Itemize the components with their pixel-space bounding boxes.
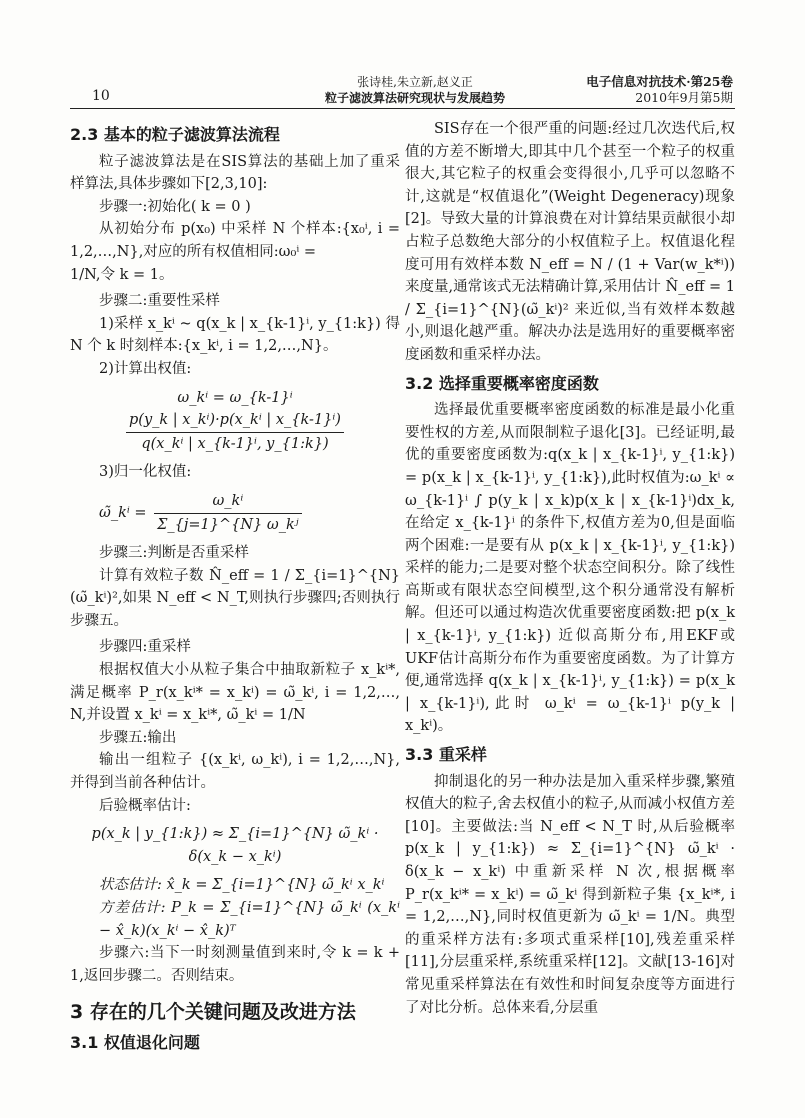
state-estimate-equation: 状态估计: x̂_k = Σ_{i=1}^{N} ω̃_kⁱ x_kⁱ <box>99 877 385 894</box>
step-heading: 步骤五:输出 <box>99 729 177 746</box>
paragraph: 2)计算出权值: <box>99 360 192 377</box>
paragraph: 后验概率估计: <box>99 797 191 814</box>
journal-info <box>586 74 733 106</box>
paragraph: 3)归一化权值: <box>99 464 192 481</box>
header-authors: 张诗桂,朱立新,赵义正 <box>357 75 473 89</box>
step-heading: 步骤三:判断是否重采样 <box>99 545 249 562</box>
chapter-heading: 3 存在的几个关键问题及改进方法 <box>70 1001 356 1024</box>
section-heading: 2.3 基本的粒子滤波算法流程 <box>70 125 280 144</box>
header-article-title: 粒子滤波算法研究现状与发展趋势 <box>324 91 505 105</box>
running-header <box>300 74 530 106</box>
posterior-equation: p(x_k | y_{1:k}) ≈ Σ_{i=1}^{N} ω̃_kⁱ · δ(x_k − x_kⁱ) <box>91 826 379 865</box>
journal-name: 电子信息对抗技术·第25卷 <box>586 74 733 89</box>
paragraph: 1/N,令 k = 1。 <box>70 266 174 283</box>
paragraph: 根据权值大小从粒子集合中抽取新粒子 x_kⁱ*,满足概率 P_r(x_kⁱ* = x_kⁱ) = ω̃_kⁱ, i = 1,2,…, N,并设置 x_kⁱ = x_kⁱ*, ω̃_kⁱ = 1/N <box>70 662 400 724</box>
paragraph: 从初始分布 p(x₀) 中采样 N 个样本:{x₀ⁱ, i = 1,2,…,N},对应的所有权值相同:ω₀ⁱ = <box>70 221 400 260</box>
journal-issue: 2010年9月第5期 <box>635 90 733 105</box>
weight-equation: ω_kⁱ = ω_{k-1}ⁱ $\frac{\text{p(y\_k | x\_kⁱ)·p(x\_kⁱ | x\_\{k-1\}ⁱ)}}{\text{q(x\_kⁱ | x\_\{k-1\}ⁱ, y\_\{1:k\})}}$ <box>70 387 400 456</box>
step-heading: 步骤四:重采样 <box>99 639 191 656</box>
paragraph: 步骤六:当下一时刻测量值到来时,令 k = k + 1,返回步骤二。否则结束。 <box>70 945 400 984</box>
step-heading: 步骤二:重要性采样 <box>99 293 220 310</box>
paragraph: 1)采样 x_kⁱ ~ q(x_k | x_{k-1}ⁱ, y_{1:k}) 得 N 个 k 时刻样本:{x_kⁱ, i = 1,2,…,N}。 <box>70 315 400 355</box>
variance-estimate-equation: 方差估计: P_k = Σ_{i=1}^{N} ω̃_kⁱ (x_kⁱ − x̂_k)(x_kⁱ − x̂_k)ᵀ <box>99 900 400 939</box>
paragraph: 抑制退化的另一种办法是加入重采样步骤,繁殖权值大的粒子,舍去权值小的粒子,从而减小权值方差[10]。主要做法:当 N_eff < N_T 时,从后验概率 p(x_k | y_{1:k}) ≈ Σ_{i=1}^{N} ω̃_kⁱ · δ(x_k − x_kⁱ) 中重新采样 N 次,根据概率 P_r(x_kⁱ* = x_kⁱ) = ω̃_kⁱ 得到新粒子集 {x_kⁱ*, i = 1,2,…,N},同时权值更新为 ω̃_kⁱ = 1/N。典型的重采样方法有:多项式重采样[10],残差重采样[11],分层重采样,系统重采样[12]。文献[13-16]对常见重采样算法在有效性和时间复杂度等方面进行了对比分析。总体来看,分层重 <box>405 773 735 1016</box>
page-number: 10 <box>92 88 110 104</box>
section-heading: 3.3 重采样 <box>405 745 487 765</box>
section-heading: 3.2 选择重要概率密度函数 <box>405 373 599 393</box>
step-heading: 步骤一:初始化( k = 0 ) <box>99 198 251 215</box>
paragraph: 选择最优重要概率密度函数的标准是最小化重要性权的方差,从而限制粒子退化[3]。已经证明,最优的重要密度函数为:q(x_k | x_{k-1}ⁱ, y_{1:k}) = p(x_k | x_{k-1}ⁱ, y_{1:k}),此时权值为:ω_kⁱ ∝ ω_{k-1}ⁱ ∫ p(y_k | x_k)p(x_k | x_{k-1}ⁱ)dx_k,在给定 x_{k-1}ⁱ 的条件下,权值方差为0,但是面临两个困难:一是要有从 p(x_k | x_{k-1}ⁱ, y_{1:k}) 采样的能力;二是要对整个状态空间积分。除了线性高斯或有限状态空间模型,这个积分通常没有解析解。但还可以通过构造次优重要密度函数:把 p(x_k | x_{k-1}ⁱ, y_{1:k}) 近似高斯分布,用EKF或UKF估计高斯分布作为重要密度函数。为了计算方便,通常选择 q(x_k | x_{k-1}ⁱ, y_{1:k}) = p(x_k | x_{k-1}ⁱ),此时 ω_kⁱ = ω_{k-1}ⁱ p(y_k | x_kⁱ)。 <box>405 402 735 735</box>
paragraph: 输出一组粒子 {(x_kⁱ, ω_kⁱ), i = 1,2,…,N},并得到当前各种估计。 <box>70 752 400 792</box>
right-column <box>405 118 735 1019</box>
paragraph: SIS存在一个很严重的问题:经过几次迭代后,权值的方差不断增大,即其中几个甚至一个粒子的权重很大,其它粒子的权重会变得很小,几乎可以忽略不计,这就是“权值退化”(Weight Degeneracy)现象[2]。导致大量的计算浪费在对计算结果贡献很小却占粒子总数绝大部分的小权值粒子上。权值退化程度可用有效样本数 N_eff = N / (1 + Var(w_k*ⁱ)) 来度量,通常该式无法精确计算,采用估计 N̂_eff = 1 / Σ_{i=1}^{N}(ω̃_kⁱ)² 来近似,当有效样本数越小,则退化越严重。解决办法是选用好的重要概率密度函数和重采样办法。 <box>405 121 735 363</box>
header-rule <box>70 108 735 109</box>
left-column <box>70 118 400 1059</box>
normalize-equation: ω̃_kⁱ = $\frac{\text{ω\_kⁱ}}{\text{Σ\_\{j=1\}\textasciicircum{}\{N\} ω\_kʲ}}$ <box>70 490 400 536</box>
section-heading: 3.1 权值退化问题 <box>70 1032 200 1052</box>
paragraph: 粒子滤波算法是在SIS算法的基础上加了重采样算法,具体步骤如下[2,3,10]: <box>70 153 400 193</box>
paragraph: 计算有效粒子数 N̂_eff = 1 / Σ_{i=1}^{N}(ω̃_kⁱ)²,如果 N_eff < N_T,则执行步骤四;否则执行步骤五。 <box>70 567 400 629</box>
